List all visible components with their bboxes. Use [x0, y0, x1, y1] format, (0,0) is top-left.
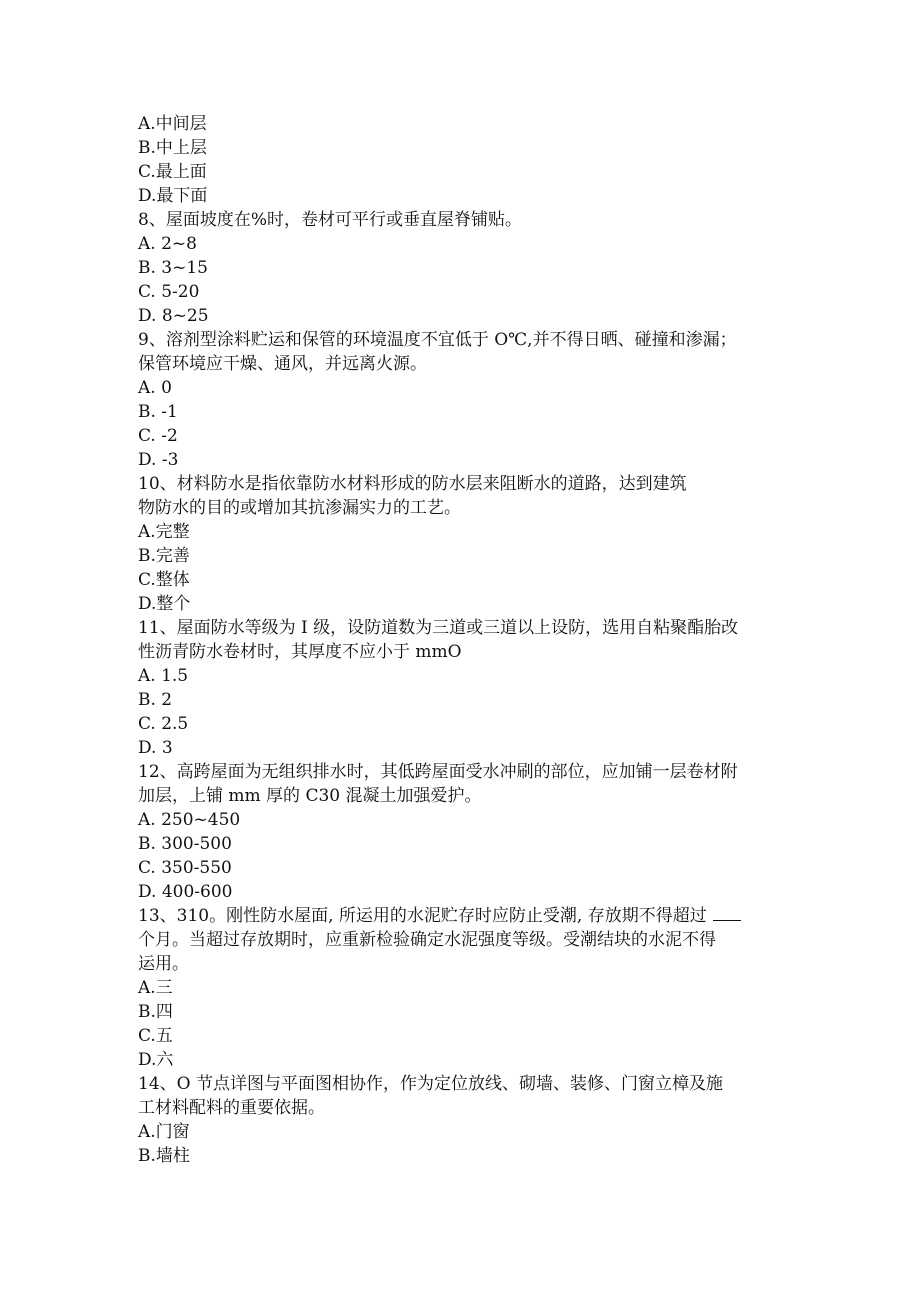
option-line: B. 3~15 [138, 258, 208, 278]
option-line: B.完善 [138, 546, 190, 566]
question-line: 性沥青防水卷材时，其厚度不应小于 mmO [138, 642, 462, 662]
option-line: A. 1.5 [138, 666, 189, 686]
question-line: 保管环境应干燥、通风，并远离火源。 [138, 354, 427, 374]
option-line: A. 0 [138, 378, 172, 398]
option-line: B. 2 [138, 690, 173, 710]
question-line: 10、材料防水是指依靠防水材料形成的防水层来阻断水的道路，达到建筑 [138, 474, 687, 494]
question-line: 运用。 [138, 954, 189, 974]
option-line: A.三 [138, 978, 173, 998]
option-line: A.完整 [138, 522, 190, 542]
option-line: C.五 [138, 1026, 173, 1046]
option-line: B.四 [138, 1002, 173, 1022]
option-line: C. 350-550 [138, 858, 232, 878]
question-line: 14、O 节点详图与平面图相协作，作为定位放线、砌墙、装修、门窗立樟及施 [138, 1074, 723, 1094]
option-line: C.整体 [138, 570, 190, 590]
option-line: D.最下面 [138, 186, 208, 206]
option-line: D. 400-600 [138, 882, 233, 902]
answer-blank [713, 906, 741, 921]
question-line: 物防水的目的或增加其抗渗漏实力的工艺。 [138, 498, 461, 518]
option-line: D. 8~25 [138, 306, 209, 326]
question-line: 个月。当超过存放期时，应重新检验确定水泥强度等级。受潮结块的水泥不得 [138, 930, 716, 950]
option-line: A.门窗 [138, 1122, 190, 1142]
option-line: C. 2.5 [138, 714, 189, 734]
option-line: A. 250~450 [138, 810, 241, 830]
question-text: 13、310。刚性防水屋面, 所运用的水泥贮存时应防止受潮, 存放期不得超过 [138, 906, 707, 926]
question-line [138, 904, 798, 928]
question-line: 加层，上铺 mm 厚的 C30 混凝土加强爱护。 [138, 786, 482, 806]
option-line: B.墙柱 [138, 1146, 190, 1166]
option-line: D.整个 [138, 594, 191, 614]
option-line: D. -3 [138, 450, 179, 470]
option-line: B. 300-500 [138, 834, 232, 854]
question-line: 工材料配料的重要依据。 [138, 1098, 325, 1118]
question-line: 11、屋面防水等级为 I 级，设防道数为三道或三道以上设防，选用自粘聚酯胎改 [138, 618, 739, 638]
option-line: B.中上层 [138, 138, 207, 158]
question-line: 8、屋面坡度在%时，卷材可平行或垂直屋脊铺贴。 [138, 210, 522, 230]
option-line: A.中间层 [138, 114, 207, 134]
question-line: 12、高跨屋面为无组织排水时，其低跨屋面受水冲刷的部位，应加铺一层卷材附 [138, 762, 738, 782]
option-line: D. 3 [138, 738, 173, 758]
option-line: D.六 [138, 1050, 174, 1070]
question-line: 9、溶剂型涂料贮运和保管的环境温度不宜低于 O℃,并不得日晒、碰撞和渗漏； [138, 330, 737, 350]
option-line: C. 5-20 [138, 282, 200, 302]
document-page [138, 112, 798, 1168]
option-line: C.最上面 [138, 162, 207, 182]
option-line: B. -1 [138, 402, 178, 422]
option-line: C. -2 [138, 426, 178, 446]
option-line: A. 2~8 [138, 234, 197, 254]
